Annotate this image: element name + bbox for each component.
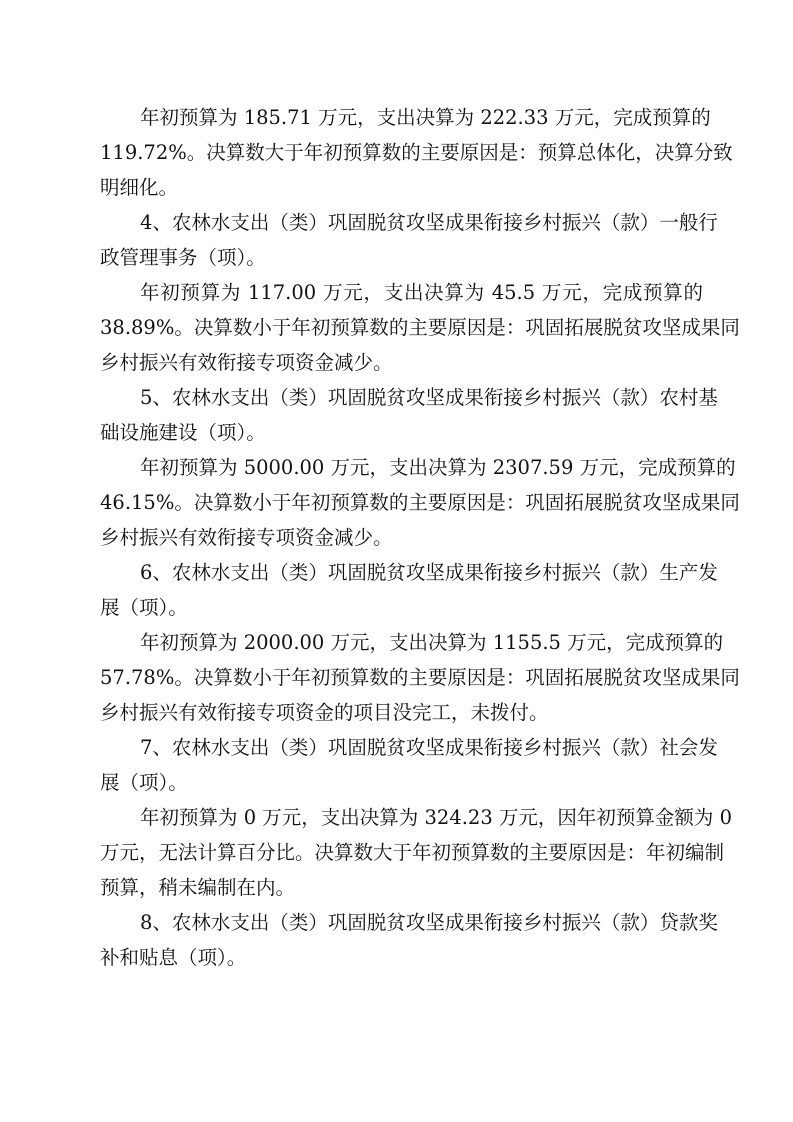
text-line: 政管理事务（项）。 [100, 246, 266, 269]
text-line: 年初预算为 2000.00 万元，支出决算为 1155.5 万元，完成预算的 [140, 631, 724, 654]
text-line: 38.89%。决算数小于年初预算数的主要原因是：巩固拓展脱贫攻坚成果同 [100, 316, 740, 339]
paragraph [100, 555, 718, 625]
text-line: 5、农林水支出（类）巩固脱贫攻坚成果衔接乡村振兴（款）农村基 [140, 386, 718, 409]
text-line: 年初预算为 117.00 万元，支出决算为 45.5 万元，完成预算的 [140, 281, 703, 304]
text-line: 乡村振兴有效衔接专项资金减少。 [100, 526, 393, 549]
text-line: 119.72%。决算数大于年初预算数的主要原因是：预算总体化，决算分致 [100, 141, 733, 164]
paragraph [100, 800, 733, 905]
text-line: 础设施建设（项）。 [100, 421, 266, 444]
text-line: 明细化。 [100, 176, 179, 199]
text-line: 7、农林水支出（类）巩固脱贫攻坚成果衔接乡村振兴（款）社会发 [140, 736, 718, 759]
paragraph [100, 100, 733, 205]
text-line: 46.15%。决算数小于年初预算数的主要原因是：巩固拓展脱贫攻坚成果同 [100, 491, 740, 514]
text-line: 万元，无法计算百分比。决算数大于年初预算数的主要原因是：年初编制 [100, 841, 725, 864]
paragraph [100, 205, 718, 275]
text-line: 6、农林水支出（类）巩固脱贫攻坚成果衔接乡村振兴（款）生产发 [140, 561, 718, 584]
text-line: 展（项）。 [100, 596, 188, 619]
paragraph [100, 275, 740, 380]
document-page [100, 100, 740, 975]
text-line: 4、农林水支出（类）巩固脱贫攻坚成果衔接乡村振兴（款）一般行 [140, 211, 718, 234]
paragraph [100, 625, 740, 730]
paragraph [100, 380, 718, 450]
text-line: 年初预算为 185.71 万元，支出决算为 222.33 万元，完成预算的 [140, 106, 711, 129]
text-line: 展（项）。 [100, 771, 188, 794]
text-line: 乡村振兴有效衔接专项资金的项目没完工，未拨付。 [100, 701, 549, 724]
text-line: 乡村振兴有效衔接专项资金减少。 [100, 351, 393, 374]
text-line: 年初预算为 0 万元，支出决算为 324.23 万元，因年初预算金额为 0 [140, 806, 733, 829]
paragraph [100, 450, 740, 555]
text-line: 8、农林水支出（类）巩固脱贫攻坚成果衔接乡村振兴（款）贷款奖 [140, 911, 718, 934]
text-line: 补和贴息（项）。 [100, 946, 247, 969]
paragraph [100, 730, 718, 800]
paragraph [100, 905, 718, 975]
text-line: 预算，稍未编制在内。 [100, 876, 296, 899]
text-line: 年初预算为 5000.00 万元，支出决算为 2307.59 万元，完成预算的 [140, 456, 736, 479]
text-line: 57.78%。决算数小于年初预算数的主要原因是：巩固拓展脱贫攻坚成果同 [100, 666, 740, 689]
